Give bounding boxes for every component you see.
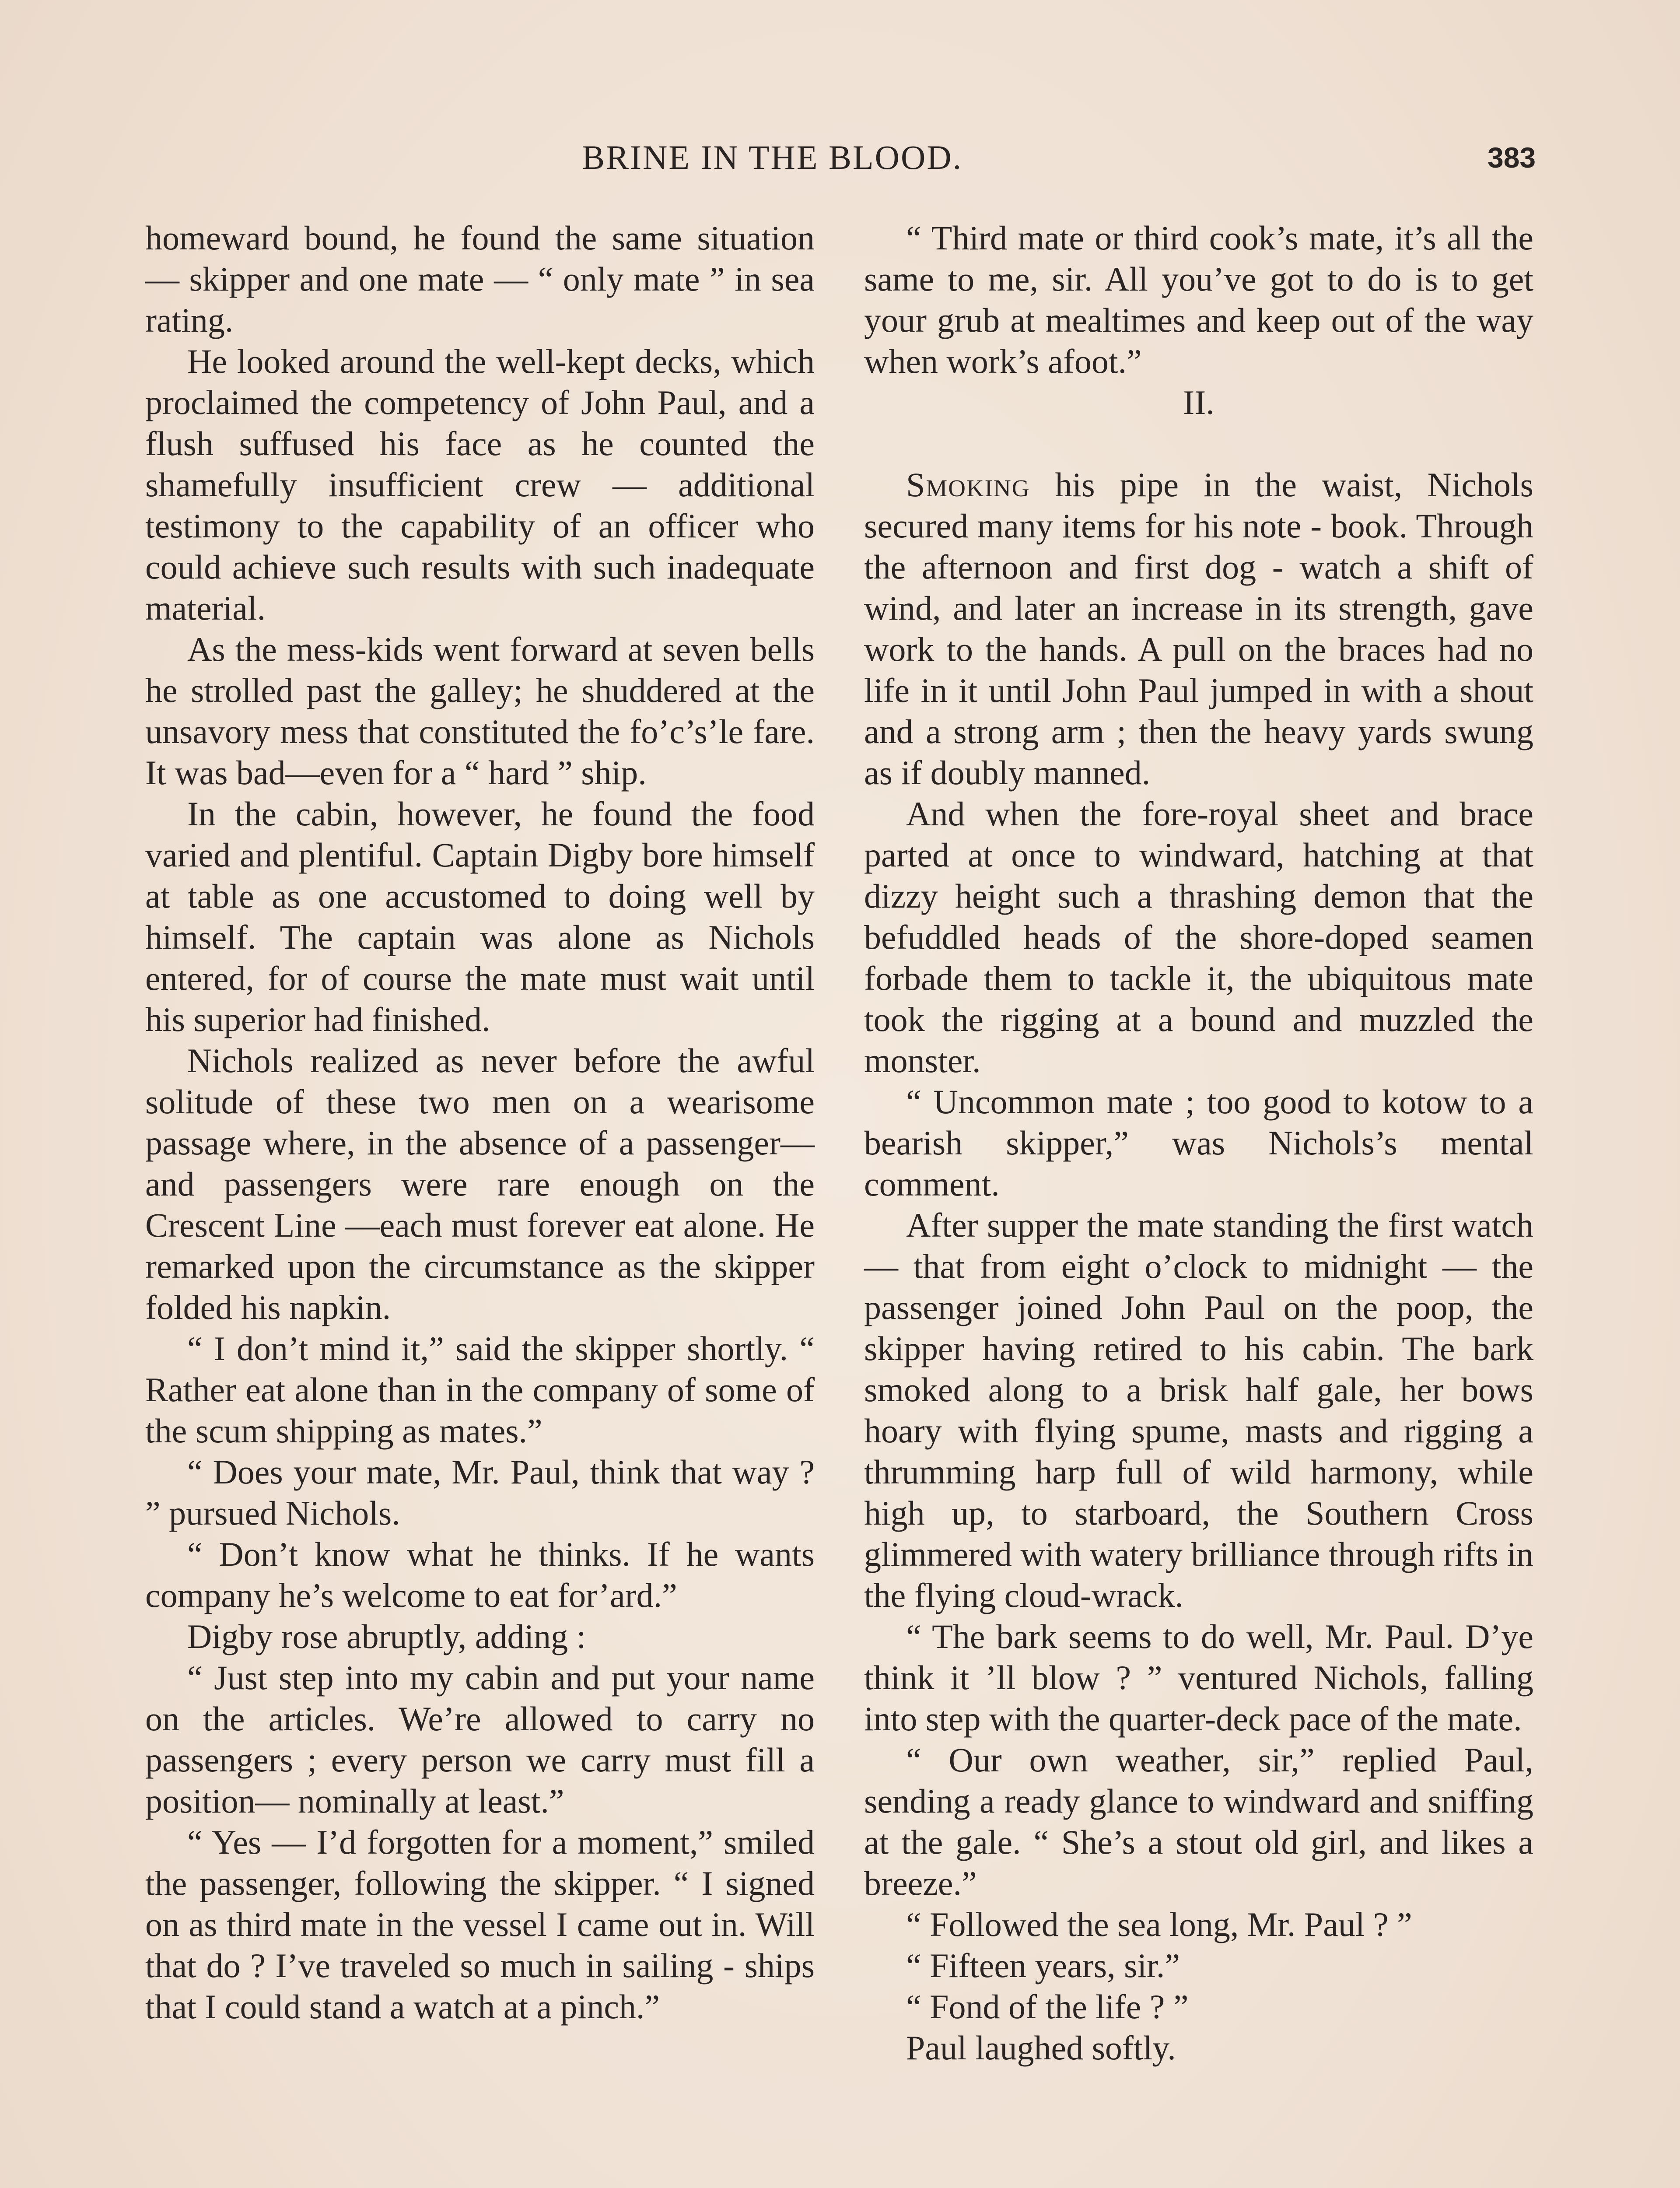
paragraph: “ Followed the sea long, Mr. Paul ? ” [906, 1905, 1412, 1943]
paragraph: As the mess-kids went forward at seven bells he strolled past the galley; he shuddered at the unsavory mess that constituted the fo’c’s’le fare. It was bad—even for a “ hard ” ship. [145, 630, 815, 792]
section-opening-text: his pipe in the waist, Nichols secured many items for his note - book. Through the afternoon and first dog - watch a shift of wind, and later an increase in its strength, gave work to the hands. A pull on the braces had no life in it until John Paul jumped in with a shout and a strong arm ; then the heavy yards swung as if doubly manned. [864, 466, 1533, 792]
paragraph: Paul laughed softly. [906, 2029, 1176, 2067]
paragraph: “ Fond of the life ? ” [906, 1988, 1189, 2026]
paragraph: In the cabin, however, he found the food varied and plentiful. Captain Digby bore himself at table as one accustomed to doing well by himself. The captain was alone as Nichols entered, for of course the mate must wait until his superior had finished. [145, 795, 815, 1038]
paragraph: “ I don’t mind it,” said the skipper shortly. “ Rather eat alone than in the company of some of the scum shipping as mates.” [145, 1329, 815, 1450]
page-header [0, 131, 1680, 184]
paragraph: He looked around the well-kept decks, which proclaimed the competency of John Paul, and a flush suffused his face as he counted the shamefully insufficient crew — additional testimony to the capability of an officer who could achieve such results with such inadequate material. [145, 342, 815, 627]
paragraph: “ Fifteen years, sir.” [906, 1946, 1180, 1985]
right-column [864, 217, 1533, 2069]
paragraph: “ Just step into my cabin and put your name on the articles. We’re allowed to carry no passengers ; every person we carry must fill a position— nominally at least.” [145, 1659, 815, 1820]
paragraph: And when the fore-royal sheet and brace parted at once to windward, hatching at that dizzy height such a thrashing demon that the befuddled heads of the shore-doped seamen forbade them to tackle it, the ubiquitous mate took the rigging at a bound and muzzled the monster. [864, 795, 1533, 1080]
paragraph: “ Yes — I’d forgotten for a moment,” smiled the passenger, following the skipper. “ I signed on as third mate in the vessel I came out in. Will that do ? I’ve traveled so much in sailing - ships that I could stand a watch at a pinch.” [145, 1823, 815, 2026]
page-number: 383 [1488, 141, 1536, 174]
paragraph: homeward bound, he found the same situation — skipper and one mate — “ only mate ” in sea rating. [145, 219, 815, 339]
paragraph: “ Our own weather, sir,” replied Paul, sending a ready glance to windward and sniffing at the gale. “ She’s a stout old girl, and likes a breeze.” [864, 1741, 1533, 1902]
paragraph: “ Uncommon mate ; too good to kotow to a bearish skipper,” was Nichols’s mental comment. [864, 1083, 1533, 1203]
section-spacer [864, 423, 1533, 464]
paragraph: “ The bark seems to do well, Mr. Paul. D’ye think it ’ll blow ? ” ventured Nichols, falling into step with the quarter-deck pace of the mate. [864, 1617, 1533, 1738]
paragraph: Nichols realized as never before the awful solitude of these two men on a wearisome passage where, in the absence of a passenger—and passengers were rare enough on the Crescent Line —each must forever eat alone. He remarked upon the circumstance as the skipper folded his napkin. [145, 1041, 815, 1326]
left-column [145, 217, 815, 2027]
paragraph: “ Don’t know what he thinks. If he wants company he’s welcome to eat for’ard.” [145, 1535, 815, 1614]
section-opening-paragraph [864, 464, 1533, 793]
paragraph: After supper the mate standing the first watch — that from eight o’clock to midnight — the passenger joined John Paul on the poop, the skipper having retired to his cabin. The bark smoked along to a brisk half gale, her bows hoary with flying spume, masts and rigging a thrumming harp full of wild harmony, while high up, to starboard, the Southern Cross glimmered with watery brilliance through rifts in the flying cloud-wrack. [864, 1206, 1533, 1614]
section-opening-word: Smoking [906, 466, 1030, 504]
paragraph: “ Third mate or third cook’s mate, it’s all the same to me, sir. All you’ve got to do is to get your grub at mealtimes and keep out of the way when work’s afoot.” [864, 219, 1533, 380]
section-number: II. [1183, 383, 1214, 421]
paragraph: “ Does your mate, Mr. Paul, think that way ? ” pursued Nichols. [145, 1453, 815, 1532]
running-title: BRINE IN THE BLOOD. [582, 138, 963, 176]
paragraph: Digby rose abruptly, adding : [187, 1617, 586, 1655]
